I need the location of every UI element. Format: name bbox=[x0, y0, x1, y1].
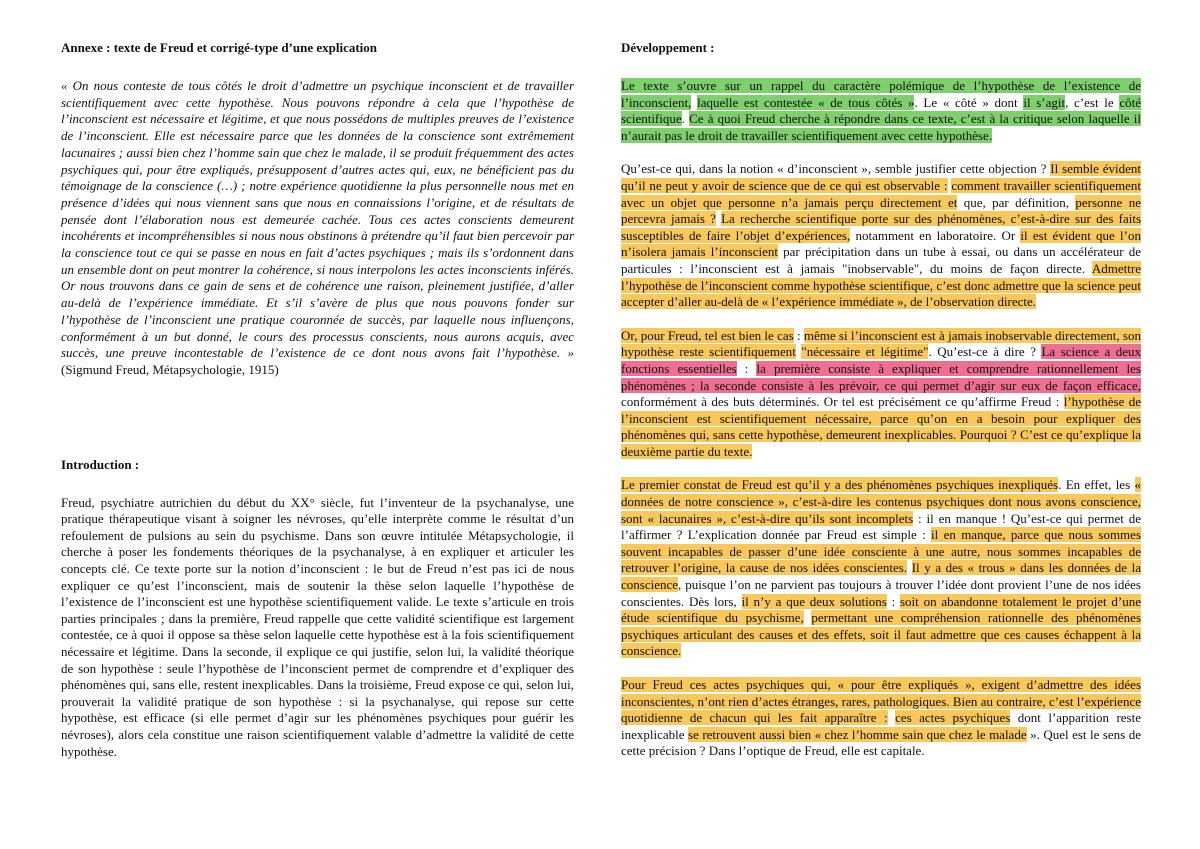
highlighted-text: côté scientifique bbox=[621, 94, 1142, 127]
highlighted-text: La science a deux fonctions essentielles bbox=[621, 344, 1141, 376]
highlighted-text: il s’agit bbox=[1023, 94, 1066, 110]
plain-text: , c’est le bbox=[1065, 94, 1120, 110]
introduction-text: Freud, psychiatre autrichien du début du XX° siècle, fut l’inventeur de la psychanalyse, une pratique thérapeutique visant à soigner les névroses, qu’elle interprète comme le résultat d’un refoulement de pulsions au sein du psychisme. Dans son œuvre intitulée Métapsychologie, il cherche à poser les fondements théoriques de la psychanalyse, à en expliquer et articuler les concepts clé. Ce texte porte sur la notion d’inconscient : le but de Freud n’est pas ici de nous expliquer ce qu’est l’inconscient, mais de soutenir la thèse selon laquelle l’hypothèse de l’existence de l’inconscient est une hypothèse scientifiquement valide. Le texte s’articule en trois parties principales ; dans la première, Freud rappelle que cette validité scientifique est largement contestée, ce à quoi il oppose sa thèse selon laquelle cette hypothèse est à la fois scientifiquement nécessaire et légitime. Dans la seconde, il explique ce qui justifie, selon lui, la validité théorique de son hypothèse : seule l’hypothèse de l’inconscient permet de comprendre et d’expliquer des phénomènes qui, sans elle, restent inexplicables. Dans la troisième, Freud expose ce qui, selon lui, prouverait la validité pratique de son hypothèse : si la psychanalyse, qui repose sur cette hypothèse, est efficace (si elle permet d’agir sur les phénomènes psychiques pour guérir les névroses), alors cela constitue une raison scientifiquement valable d’admettre la validité de cette hypothèse. bbox=[61, 494, 574, 759]
plain-text: : il en manque ! Qu’est-ce qui permet de l’affirmer ? L’explication donnée par Freud est simple : bbox=[621, 510, 1141, 543]
highlighted-text: Ce à quoi Freud cherche à répondre dans ce texte, c’est à la critique selon laquelle il n’aurait pas le droit de travailler scientifiquement avec cette hypothèse. bbox=[621, 111, 1142, 143]
plain-text: : bbox=[736, 360, 757, 376]
highlighted-text: la première consiste à expliquer et comprendre rationnellement les phénomènes ; la seconde consiste à les prévoir, ce qui permet d’agir sur eux de façon efficace, bbox=[621, 360, 1141, 393]
plain-text: ». Quel est le sens de cette précision ? Dans l’optique de Freud, elle est capitale. bbox=[621, 726, 1141, 759]
highlighted-text: La recherche scientifique porte sur des phénomènes, c’est-à-dire sur des faits susceptibles de faire l’objet d’expériences, bbox=[621, 211, 1141, 243]
highlighted-text: même si l’inconscient est à jamais inobservable directement, son hypothèse reste scientifiquement bbox=[621, 327, 1141, 360]
plain-text: : bbox=[886, 593, 900, 609]
highlighted-text: Il semble évident qu’il ne peut y avoir de science que de ce qui est observable : bbox=[621, 161, 1142, 193]
highlighted-text: Il y a des « trous » dans les données de la conscience bbox=[621, 560, 1142, 593]
development-title: Développement : bbox=[621, 40, 715, 55]
plain-text: . bbox=[681, 111, 690, 127]
plain-text bbox=[888, 710, 895, 725]
development-paragraph-1 bbox=[621, 78, 1141, 144]
highlighted-text: il est évident que l’on n’isolera jamais l’inconscient bbox=[621, 227, 1141, 260]
plain-text: . En effet, les bbox=[1058, 477, 1135, 493]
highlighted-text: Le texte s’ouvre sur un rappel du caractère polémique de l’hypothèse de l’existence de l’inconscient, bbox=[621, 78, 1141, 110]
quote-source: (Sigmund Freud, Métapsychologie, 1915) bbox=[61, 361, 279, 377]
left-column bbox=[61, 40, 574, 760]
highlighted-text: "nécessaire et légitime" bbox=[801, 344, 929, 360]
plain-text: par précipitation dans un tube à essai, ou dans un accélérateur de particules : l’inconscient est à jamais "inobservable", du moins de façon directe. bbox=[621, 244, 1142, 276]
highlighted-text: Pour Freud ces actes psychiques qui, « pour être expliqués », exigent d’admettre des idées inconscientes, n’ont rien d’actes étranges, rares, pathologiques. Bien au contraire, c’est l’expérience quotidienne de chacun qui les fait apparaître : bbox=[621, 677, 1141, 726]
plain-text: . Qu’est-ce à dire ? bbox=[928, 344, 1042, 360]
plain-text: dont l’apparition reste inexplicable bbox=[621, 710, 1141, 742]
freud-quote bbox=[61, 78, 574, 379]
introduction-title: Introduction : bbox=[61, 456, 140, 472]
plain-text: . Le « côté » dont bbox=[914, 94, 1024, 110]
plain-text: conformément à des buts déterminés. Or tel est précisément ce qu’affirme Freud : bbox=[621, 394, 1064, 410]
plain-text: : bbox=[793, 327, 804, 343]
plain-text: , puisque l’on ne parvient pas toujours à trouver l’idée dont provient l’une de nos idées conscientes. Dès lors, bbox=[621, 577, 1141, 609]
highlighted-text: soit on abandonne totalement le projet d’une étude scientifique du psychisme, bbox=[621, 593, 1142, 626]
right-column bbox=[621, 40, 1141, 777]
highlighted-text: il n’y a que deux solutions bbox=[741, 593, 887, 609]
highlighted-text: permettant une compréhension rationnelle des phénomènes psychiques articulant des causes et des effets, soit il faut admettre que ces causes échappent à la conscience. bbox=[621, 610, 1142, 659]
highlighted-text: se retrouvent aussi bien « chez l’homme sain que chez le malade bbox=[688, 726, 1027, 742]
highlighted-text: laquelle est contestée « de tous côtés » bbox=[697, 94, 915, 110]
plain-text bbox=[907, 560, 912, 575]
development-paragraph-2 bbox=[621, 161, 1141, 310]
development-paragraph-4 bbox=[621, 477, 1141, 660]
highlighted-text: Le premier constat de Freud est qu’il y a des phénomènes psychiques inexpliqués bbox=[621, 477, 1059, 493]
highlighted-text: comment travailler scientifiquement avec un objet que personne n’a jamais perçu directement et bbox=[621, 177, 1142, 210]
highlighted-text: « données de notre conscience », c’est-à-dire les contenus psychiques dont nous avons conscience, sont « lacunaires », c’est-à-dire qu’ils sont incomplets bbox=[621, 477, 1141, 526]
annex-title: Annexe : texte de Freud et corrigé-type d’une explication bbox=[61, 40, 378, 55]
highlighted-text: Or, pour Freud, tel est bien le cas bbox=[621, 327, 794, 343]
plain-text: notamment en laboratoire. Or bbox=[850, 227, 1021, 243]
highlighted-text: l’hypothèse de l’inconscient est scientifiquement nécessaire, parce qu’on en a besoin pour expliquer des phénomènes qui, sans cette hypothèse, demeurent inexplicables. Pourquoi ? C’est ce qu’explique la deuxième partie du texte. bbox=[621, 394, 1142, 459]
highlighted-text: ces actes psychiques bbox=[895, 710, 1011, 726]
quote-text: « On nous conteste de tous côtés le droit d’admettre un psychique inconscient et de travailler scientifiquement avec cette hypothèse. Nous pouvons répondre à cela que l’hypothèse de l’inconscient est nécessaire et légitime, et que nous possédons de multiples preuves de l’existence de l’inconscient. Elle est nécessaire parce que les données de la conscience sont extrêmement lacunaires ; aussi bien chez l’homme sain que chez le malade, il se produit fréquemment des actes psychiques qui, pour être expliqués, présupposent d’autres actes qui, eux, ne bénéficient pas du témoignage de la conscience (…) ; notre expérience quotidienne la plus personnelle nous met en présence d’idées qui nous viennent sans que nous en connaissions l’origine, et de résultats de pensée dont l’élaboration nous est demeurée cachée. Tous ces actes conscients demeurent incohérents et incompréhensibles si nous nous obstinons à prétendre qu’il faut bien percevoir par la conscience tout ce qui se passe en nous en fait d’actes psychiques ; mais ils s’ordonnent dans un ensemble dont on peut montrer la cohérence, si nous interpolons les actes inconscients inférés. Or nous trouvons dans ce gain de sens et de cohérence une raison, pleinement justifiée, d’aller au-delà de l’expérience immédiate. Et s’il s’avère de plus que nous pouvons fonder sur l’hypothèse de l’inconscient une pratique couronnée de succès, par laquelle nous influençons, conformément à un but donné, le cours des processus conscients, nous aurons acquis, avec succès, une preuve incontestable de l’existence de ce dont nous avons fait l’hypothèse. » bbox=[61, 78, 574, 361]
development-paragraph-3 bbox=[621, 328, 1141, 461]
development-paragraph-5 bbox=[621, 677, 1141, 760]
plain-text: que, par définition, bbox=[957, 194, 1076, 210]
highlighted-text: il en manque, parce que nous sommes souvent incapables de passer d’une idée consciente à une autre, nous sommes incapables de retrouver l’origine, la cause de nos idées conscientes. bbox=[621, 527, 1141, 576]
highlighted-text: Admettre l’hypothèse de l’inconscient comme hypothèse scientifique, c’est donc admettre que la science peut accepter d’aller au-delà de « l’expérience immédiate », de l’observation directe. bbox=[621, 260, 1141, 310]
plain-text: Qu’est-ce qui, dans la notion « d’inconscient », semble justifier cette objection ? bbox=[621, 161, 1051, 177]
highlighted-text: personne ne percevra jamais ? bbox=[621, 194, 1141, 227]
